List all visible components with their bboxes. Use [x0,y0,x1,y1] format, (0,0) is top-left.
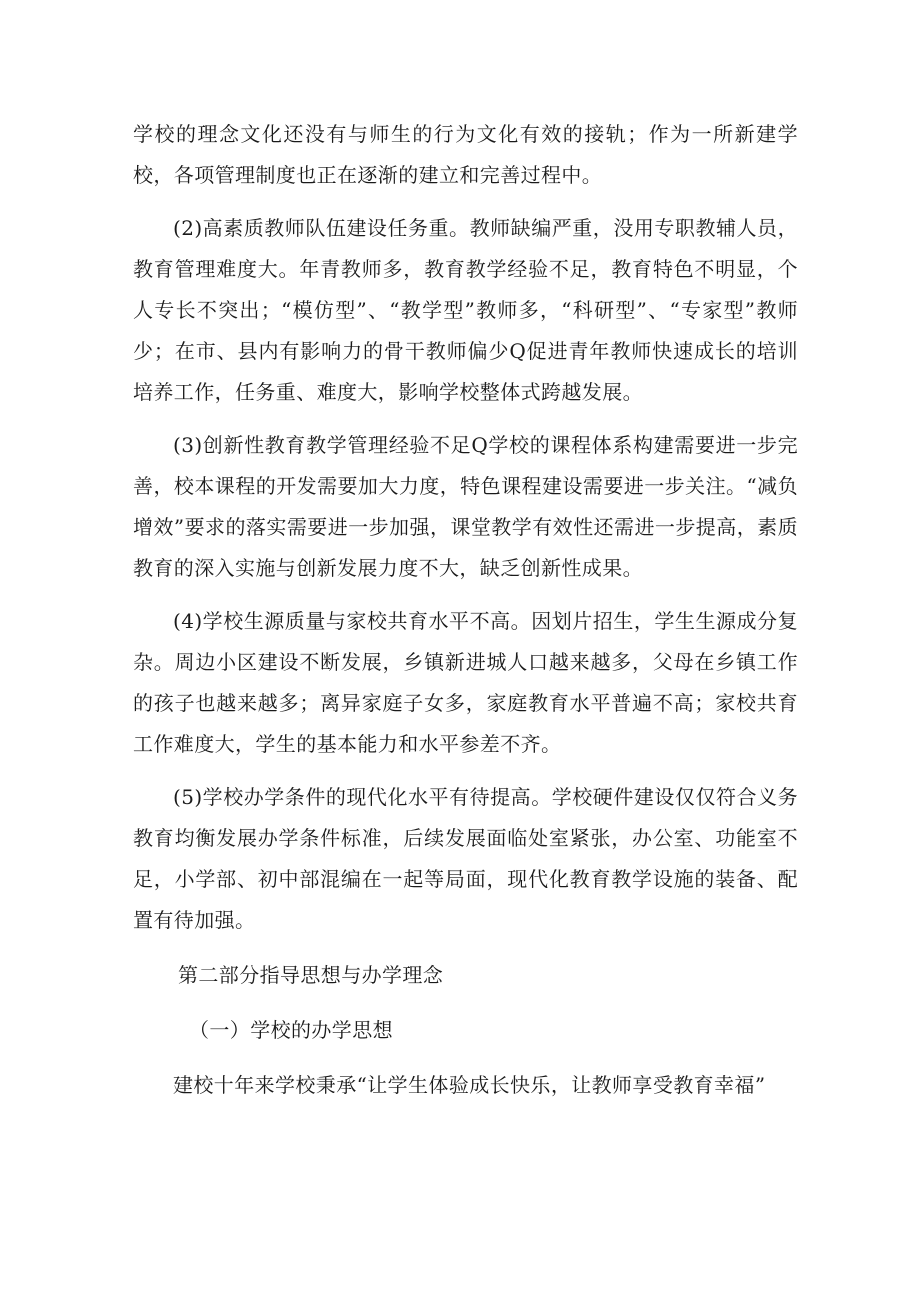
paragraph-teaching-management: (3)创新性教育教学管理经验不足Q学校的课程体系构建需要进一步完善，校本课程的开发需要加大力度，特色课程建设需要进一步关注。“减负增效”要求的落实需要进一步加强，课堂教学有效性还需进一步提高，素质教育的深入实施与创新发展力度不大，缺乏创新性成果。 [133,433,798,580]
paragraph-student-source: (4)学校生源质量与家校共育水平不高。因划片招生，学生生源成分复杂。周边小区建设不断发展，乡镇新进城人口越来越多，父母在乡镇工作的孩子也越来越多；离异家庭子女多，家庭教育水平普遍不高；家校共育工作难度大，学生的基本能力和水平参差不齐。 [133,609,798,756]
paragraph-school-conditions: (5)学校办学条件的现代化水平有待提高。学校硬件建设仅仅符合义务教育均衡发展办学条件标准，后续发展面临处室紧张，办公室、功能室不足，小学部、初中部混编在一起等局面，现代化教育教学设施的装备、配置有待加强。 [133,785,798,932]
paragraph-continuation: 学校的理念文化还没有与师生的行为文化有效的接轨；作为一所新建学校，各项管理制度也正在逐渐的建立和完善过程中。 [133,122,798,187]
subsection-heading: （一）学校的办学思想 [189,1018,393,1042]
paragraph-teacher-team: (2)高素质教师队伍建设任务重。教师缺编严重，没用专职教辅人员，教育管理难度大。年青教师多，教育教学经验不足，教育特色不明显，个人专长不突出；“模仿型”、“教学型”教师多，“科研型”、“专家型”教师少；在市、县内有影响力的骨干教师偏少Q促进青年教师快速成长的培训培养工作，任务重、难度大，影响学校整体式跨越发展。 [133,216,798,404]
paragraph-school-philosophy: 建校十年来学校秉承“让学生体验成长快乐，让教师享受教育幸福” [173,1073,766,1097]
section-heading: 第二部分指导思想与办学理念 [178,963,444,987]
document-body [133,114,798,1106]
